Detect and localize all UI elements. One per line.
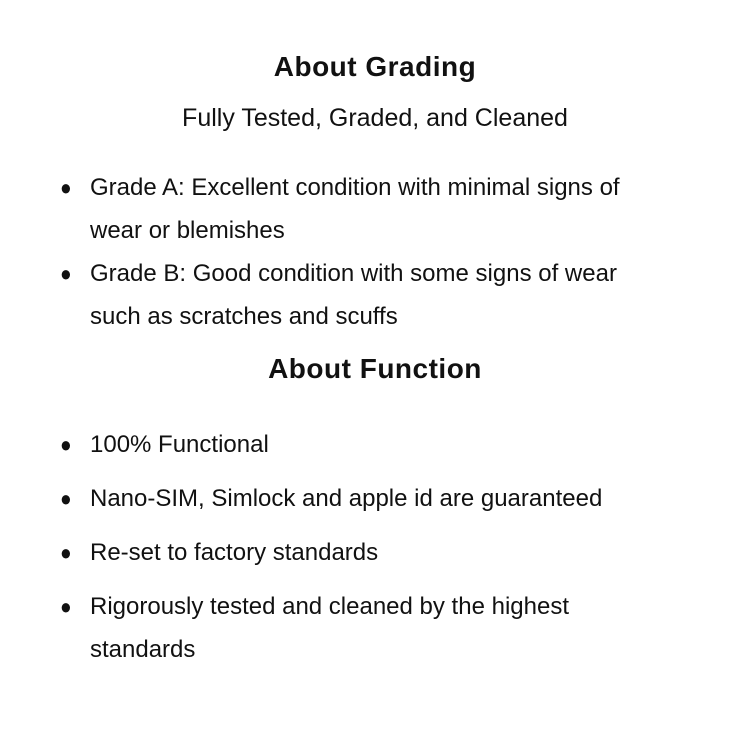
list-item-grade-a xyxy=(60,166,650,252)
list-item-functional xyxy=(60,423,650,466)
section-title-function: About Function xyxy=(268,352,482,384)
list-item-text: 100% Functional xyxy=(90,430,269,458)
bullet-icon: ● xyxy=(60,174,72,200)
section-title-grading: About Grading xyxy=(273,51,477,82)
list-item-text: Rigorously tested and cleaned by the highest standards xyxy=(90,592,569,663)
grading-subtitle: Fully Tested, Graded, and Cleaned xyxy=(182,103,568,132)
bullet-icon: ● xyxy=(60,431,72,457)
list-item-text: Re-set to factory standards xyxy=(90,538,379,566)
function-bullet-list xyxy=(0,423,750,671)
list-item-sim xyxy=(60,477,650,520)
grading-bullet-list xyxy=(0,166,750,338)
list-item-text: Nano-SIM, Simlock and apple id are guaranteed xyxy=(90,484,603,512)
bullet-icon: ● xyxy=(60,593,72,619)
bullet-icon: ● xyxy=(60,260,72,286)
list-item-text: Grade B: Good condition with some signs of wear such as scratches and scuffs xyxy=(90,259,617,330)
bullet-icon: ● xyxy=(60,485,72,511)
list-item-reset xyxy=(60,531,650,574)
list-item-tested xyxy=(60,585,650,671)
bullet-icon: ● xyxy=(60,539,72,565)
list-item-grade-b xyxy=(60,252,650,338)
list-item-text: Grade A: Excellent condition with minimal signs of wear or blemishes xyxy=(90,173,620,244)
